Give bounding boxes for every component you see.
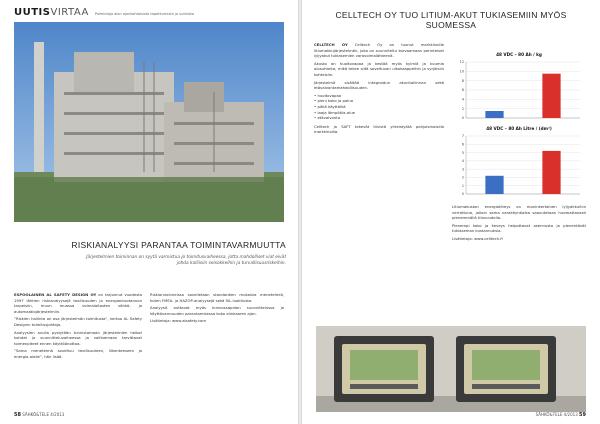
weight-chart-svg [452, 58, 586, 122]
y-tick-label: 4 [461, 97, 464, 102]
volume-chart-svg [452, 132, 586, 198]
section-logo: UUTISVIRTAA [14, 7, 89, 18]
left-article-lede: Järjestelmien toiminnan on syytä varmistua jo toimitusvaiheessa, jotta mahdolliset viat eivät johda kalliisiin seisokkeihin ja turvallisuusriskeihin. [86, 255, 286, 267]
right-article-p5: Litiumakuston energiatiheys on moninkertainen lyijyakkuihin verrattuna, jolloin sama varakäyntiaika saavutetaan huomattavasti pienemmällä tilavuudella. [452, 204, 586, 221]
left-article-p1: ESPOOLAINEN AL SAFETY DESIGN OY on tarjonnut vuodesta 1997 lähtien riskianalyysejä teollisuuden ja energiantuotannon tarpeisiin, muun muassa voimalaitosten sähkö- ja automaatiojärjestelmiin. [14, 292, 142, 314]
left-article-p5: Riskiarvioinneissa sovelletaan standardien mukaisia menetelmiä, kuten FMEA- ja HAZOP-analyysejä sekä SIL-luokitusta. [150, 292, 284, 303]
left-article-p2: ”Riskien hallinta on osa järjestelmän toimitusta”, kertoo AL Safety Designin toimitusjohtaja. [14, 316, 142, 327]
left-page-footer [14, 412, 64, 418]
left-article-col-1 [14, 292, 142, 362]
y-tick-label: 2 [461, 106, 464, 111]
bar-lyijyakku [485, 111, 503, 118]
right-article-p3: Järjestelmä sisältää integroidun akunhallinnan sekä etävalvontamahdollisuuden. [314, 79, 444, 91]
y-tick-label: 5 [461, 150, 464, 155]
feature-item: • huoltovapaa [314, 93, 444, 99]
left-article-p3: Analyysien avulla pystytään tunnistamaan järjestelmien heikot kohdat jo suunnitteluvaiheessa ja valitsemaan tarvittavat toimenpiteet ennen käyttöönottoa. [14, 329, 142, 346]
y-tick-label: 2 [461, 175, 464, 180]
right-article-col-2 [452, 204, 586, 244]
weight-chart-title: 48 VDC – 80 Ah / kg [496, 52, 542, 57]
right-article-p1: CELLTECH OY Celltech Oy on tuonut markkinoille litiumakkujärjestelmän, joka on suunniteltu korvaamaan perinteiset lyijyakut tukiasemien varavoimalähteenä. [314, 42, 444, 59]
left-page-number: 58 [14, 412, 21, 418]
weight-chart [452, 52, 586, 122]
section-tagline: Poimintoja alan ajankohtaisista tapahtumista ja uutisista [94, 12, 194, 16]
y-tick-label: 6 [461, 88, 464, 93]
y-tick-label: 0 [461, 116, 464, 121]
battery-units-photo [316, 326, 586, 412]
bar-litiumakku [542, 74, 560, 118]
feature-item: • pitkä käyttöikä [314, 104, 444, 110]
right-article-title: CELLTECH OY TUO LITIUM-AKUT TUKIASEMIIN MYÖS SUOMESSA [335, 10, 567, 30]
y-tick-label: 0 [461, 192, 464, 197]
left-page [0, 0, 298, 424]
y-tick-label: 10 [459, 69, 464, 74]
right-page [302, 0, 600, 424]
left-magazine-name: SÄHKÖ&TELE 4/2013 [22, 412, 65, 417]
right-page-footer [536, 412, 586, 418]
left-article-title: RISKIANALYYSI PARANTAA TOIMINTAVARMUUTTA [71, 240, 286, 250]
bar-litiumakku [542, 151, 560, 194]
left-article-source: Lisätietoja: www.alsafety.com [150, 318, 207, 324]
right-article-p2: Akusto on huoltovapaa ja kestää myös kylmiä ja kuumia olosuhteita, mikä tekee siitä soveltuvan ulkokaappeihin ja syrjäisiin kohteisiin. [314, 60, 444, 77]
left-article-col-2 [150, 292, 284, 326]
left-article-p4: ”Sama menetelmä soveltuu teollisuuteen, liikenteeseen ja energia-alalle”, hän lisää. [14, 348, 142, 359]
right-page-number: 59 [579, 412, 586, 418]
right-article-source: Lisätietoja: www.celltech.fi [452, 235, 503, 241]
section-header [14, 7, 194, 19]
y-tick-label: 12 [459, 60, 464, 65]
volume-chart-title: 48 VDC – 80 Ah Litre / (dm³) [486, 126, 552, 131]
y-tick-label: 3 [461, 167, 464, 172]
bar-lyijyakku [485, 176, 503, 194]
power-plant-photo [14, 22, 284, 222]
y-tick-label: 8 [461, 78, 464, 83]
right-magazine-name: SÄHKÖ&TELE 4/2013 [535, 412, 578, 417]
y-tick-label: 6 [461, 142, 464, 147]
right-article-p4: Celltech ja SAFT tekevät tiivistä yhteistyötä pohjoismaisilla markkinoilla. [314, 123, 444, 135]
y-tick-label: 7 [461, 134, 464, 139]
right-article-col-1 [314, 42, 444, 137]
feature-item: • etävalvonta [314, 115, 444, 121]
feature-list [314, 93, 444, 121]
volume-chart [452, 126, 586, 198]
y-tick-label: 1 [461, 183, 464, 188]
right-article-p6: Pienempi koko ja keveys helpottavat asennusta ja pienentävät tukiaseman kustannuksia. [452, 222, 586, 234]
feature-item: • laaja lämpötila-alue [314, 110, 444, 116]
y-tick-label: 4 [461, 159, 464, 164]
feature-item: • pieni koko ja paino [314, 98, 444, 104]
left-article-p6: Analyysit auttavat myös kunnossapidon suunnittelussa ja käyttövarmuuden parantamisessa koko elinkaaren ajan. [150, 305, 284, 316]
